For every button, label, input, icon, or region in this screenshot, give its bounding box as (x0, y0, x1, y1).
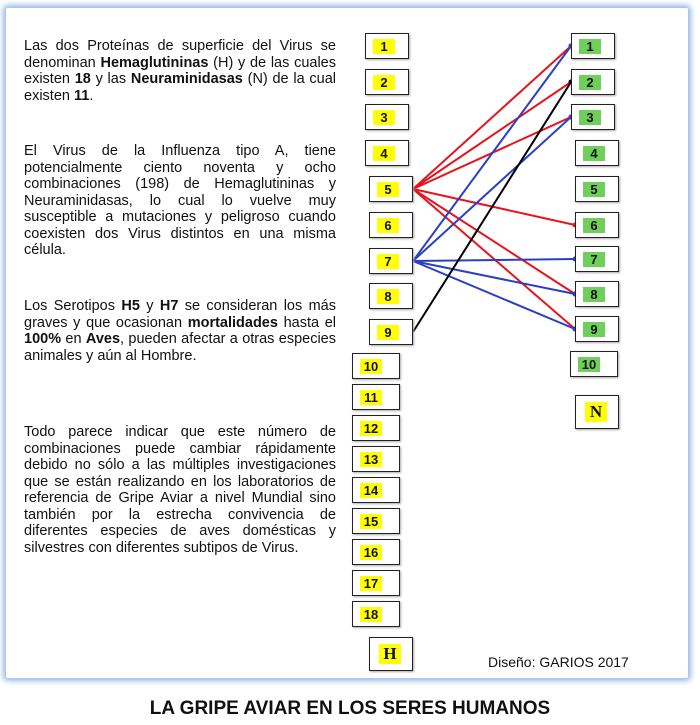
h-label: H (379, 644, 401, 664)
n-box-label: 1 (579, 39, 601, 54)
figure-caption: LA GRIPE AVIAR EN LOS SERES HUMANOS (149, 698, 551, 719)
h-box-2 (365, 69, 409, 95)
p1-bold-18: 18 (74, 71, 91, 87)
h-box-9 (369, 319, 413, 345)
n-box-2 (571, 69, 615, 95)
p3-bold-100: 100% (24, 331, 62, 347)
p3-bold-h5: H5 (121, 298, 140, 314)
paragraph-combinations: El Virus de la Influenza tipo A, tiene potencialmente ciento noventa y ocho combinaciones (198) de Hemaglutininas y Neuraminidasas, lo cual lo vuelve muy susceptible a mutaciones y peligroso cuando coexisten dos Virus distintos en una misma célula. (24, 143, 336, 258)
h-box-5 (369, 176, 413, 202)
h-box-1 (365, 33, 409, 59)
h-box-label: 6 (377, 218, 399, 233)
h-box-4 (365, 140, 409, 166)
p3-text-2: y (139, 298, 160, 314)
n-box-5 (575, 176, 619, 202)
h-box-17 (352, 570, 400, 596)
h-box-label: 12 (360, 421, 382, 436)
h-box-8 (369, 283, 413, 309)
h-box-label: 10 (360, 359, 382, 374)
n-box-8 (575, 281, 619, 307)
design-credit: Diseño: GARIOS 2017 (488, 654, 629, 670)
h-box-label: 1 (373, 39, 395, 54)
n-box-label: 6 (583, 218, 605, 233)
p3-text-3: se consideran los más graves y que ocasionan (24, 298, 336, 331)
n-box-label: 2 (579, 75, 601, 90)
h-box-label: 5 (377, 182, 399, 197)
p3-bold-mortalidades: mortalidades (187, 314, 278, 331)
h-box-label: 18 (360, 607, 382, 622)
p1-text-2: (H) y de las cuales existen (24, 54, 336, 87)
p1-text-3: y las (90, 71, 131, 87)
n-box-label: 5 (583, 182, 605, 197)
n-box-1 (571, 33, 615, 59)
n-box-label: 9 (583, 322, 605, 337)
h-box-13 (352, 446, 400, 472)
h-box-3 (365, 104, 409, 130)
h-box-label: 9 (377, 325, 399, 340)
h-box-label: 11 (360, 390, 382, 405)
n-label-box (575, 395, 619, 429)
h-label-box (369, 637, 413, 671)
n-box-label: 8 (583, 287, 605, 302)
p3-bold-aves: Aves (85, 331, 121, 347)
p1-bold-neuraminidasas: Neuraminidasas (130, 71, 243, 87)
h-box-label: 2 (373, 75, 395, 90)
n-label: N (585, 402, 607, 422)
p3-bold-h7: H7 (159, 298, 179, 314)
n-box-label: 4 (583, 146, 605, 161)
h-box-18 (352, 601, 400, 627)
n-box-label: 7 (583, 252, 605, 267)
h-box-14 (352, 477, 400, 503)
p1-bold-11: 11 (73, 87, 90, 104)
p3-text-6: , pueden afectar a otras especies animales y aún al Hombre. (24, 331, 337, 364)
n-box-10 (570, 351, 618, 377)
n-box-6 (575, 212, 619, 238)
h-box-6 (369, 212, 413, 238)
h-box-label: 8 (377, 289, 399, 304)
p1-text-1: Las dos Proteínas de superficie del Virus se denominan (24, 38, 336, 71)
p3-text-5: en (61, 331, 86, 347)
paragraph-proteins (24, 38, 336, 104)
n-box-label: 3 (579, 110, 601, 125)
p1-text-4: (N) de la cual existen (24, 71, 336, 104)
p3-text-1: Los Serotipos (24, 298, 122, 314)
h-box-label: 17 (360, 576, 382, 591)
n-box-label: 10 (578, 357, 600, 372)
n-box-4 (575, 140, 619, 166)
h-box-label: 4 (373, 146, 395, 161)
h-box-label: 15 (360, 514, 382, 529)
h-box-label: 16 (360, 545, 382, 560)
h-box-label: 3 (373, 110, 395, 125)
h-box-7 (369, 248, 413, 274)
h-box-15 (352, 508, 400, 534)
p1-bold-hemaglutininas: Hemaglutininas (100, 54, 209, 71)
h-box-11 (352, 384, 400, 410)
n-box-3 (571, 104, 615, 130)
p3-text-4: hasta el (277, 314, 336, 331)
n-box-7 (575, 246, 619, 272)
p1-text-5: . (89, 87, 94, 104)
h-box-label: 7 (377, 254, 399, 269)
paragraph-outlook: Todo parece indicar que este número de combinaciones puede cambiar rápidamente debido no sólo a las múltiples investigaciones que se están realizando en los laboratorios de referencia de Gripe Aviar a nivel Mundial sino también por la estrecha convivencia de diferentes especies de aves domésticas y silvestres con diferentes subtipos de Virus. (24, 424, 336, 556)
h-box-10 (352, 353, 400, 379)
h-box-12 (352, 415, 400, 441)
n-box-9 (575, 316, 619, 342)
h-box-label: 13 (360, 452, 382, 467)
h-box-16 (352, 539, 400, 565)
paragraph-serotypes (24, 298, 336, 364)
h-box-label: 14 (360, 483, 382, 498)
